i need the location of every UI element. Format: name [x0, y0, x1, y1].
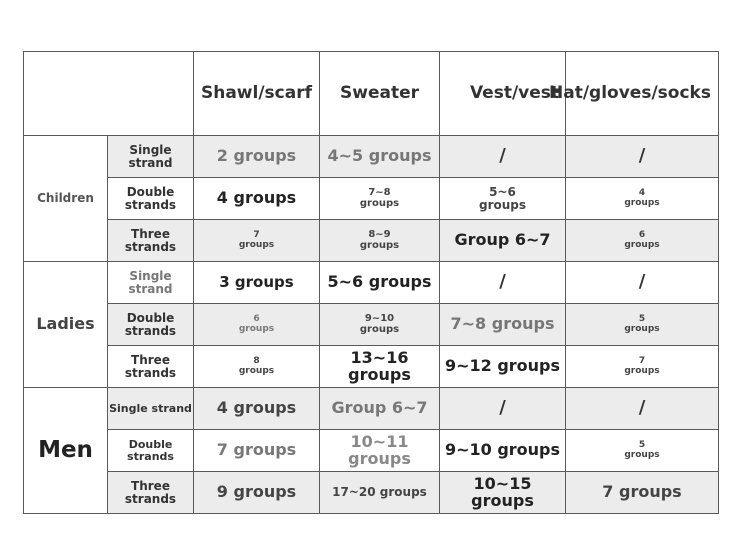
vest-cell: 10~15 groups	[440, 472, 566, 514]
shawl-cell: 2 groups	[194, 136, 320, 178]
table-row	[24, 136, 719, 178]
header-sweater: Sweater	[320, 52, 440, 136]
table-row	[24, 430, 719, 472]
strand-label: Single strand	[108, 136, 194, 178]
header-blank-cell	[24, 52, 194, 136]
sweater-cell: 17~20 groups	[320, 472, 440, 514]
header-row	[24, 52, 719, 136]
hat-cell: 7 groups	[566, 472, 719, 514]
group-children-label: Children	[24, 136, 108, 262]
table-row	[24, 346, 719, 388]
header-shawl: Shawl/scarf	[194, 52, 320, 136]
table-row	[24, 262, 719, 304]
shawl-cell: 8 groups	[194, 346, 320, 388]
table-row	[24, 220, 719, 262]
hat-cell: 4 groups	[566, 178, 719, 220]
shawl-cell: 3 groups	[194, 262, 320, 304]
header-hat: Hat/gloves/socks	[566, 52, 719, 136]
table-row	[24, 304, 719, 346]
header-vest: Vest/vest	[440, 52, 566, 136]
sweater-cell: 13~16 groups	[320, 346, 440, 388]
sweater-cell: 9~10 groups	[320, 304, 440, 346]
sweater-cell: 7~8 groups	[320, 178, 440, 220]
vest-cell: 9~10 groups	[440, 430, 566, 472]
hat-cell: /	[566, 136, 719, 178]
strand-label: Three strands	[108, 220, 194, 262]
strand-label: Three strands	[108, 346, 194, 388]
sweater-cell: 5~6 groups	[320, 262, 440, 304]
shawl-cell: 4 groups	[194, 178, 320, 220]
vest-cell: /	[440, 136, 566, 178]
hat-cell: 6 groups	[566, 220, 719, 262]
shawl-cell: 7 groups	[194, 220, 320, 262]
strand-label: Single strand	[108, 388, 194, 430]
yarn-quantity-table	[23, 51, 719, 514]
sweater-cell: 4~5 groups	[320, 136, 440, 178]
hat-cell: 5 groups	[566, 304, 719, 346]
shawl-cell: 4 groups	[194, 388, 320, 430]
sweater-cell: Group 6~7	[320, 388, 440, 430]
vest-cell: Group 6~7	[440, 220, 566, 262]
hat-cell: /	[566, 262, 719, 304]
hat-cell: 7 groups	[566, 346, 719, 388]
shawl-cell: 7 groups	[194, 430, 320, 472]
hat-cell: /	[566, 388, 719, 430]
sweater-cell: 10~11 groups	[320, 430, 440, 472]
group-ladies-label: Ladies	[24, 262, 108, 388]
vest-cell: 5~6 groups	[440, 178, 566, 220]
vest-cell: 9~12 groups	[440, 346, 566, 388]
strand-label: Three strands	[108, 472, 194, 514]
table-row	[24, 388, 719, 430]
vest-cell: /	[440, 262, 566, 304]
strand-label: Double strands	[108, 304, 194, 346]
vest-cell: 7~8 groups	[440, 304, 566, 346]
hat-cell: 5 groups	[566, 430, 719, 472]
group-men-label: Men	[24, 388, 108, 514]
vest-cell: /	[440, 388, 566, 430]
table-row	[24, 178, 719, 220]
shawl-cell: 6 groups	[194, 304, 320, 346]
table-row	[24, 472, 719, 514]
strand-label: Double strands	[108, 430, 194, 472]
strand-label: Double strands	[108, 178, 194, 220]
sweater-cell: 8~9 groups	[320, 220, 440, 262]
strand-label: Single strand	[108, 262, 194, 304]
shawl-cell: 9 groups	[194, 472, 320, 514]
